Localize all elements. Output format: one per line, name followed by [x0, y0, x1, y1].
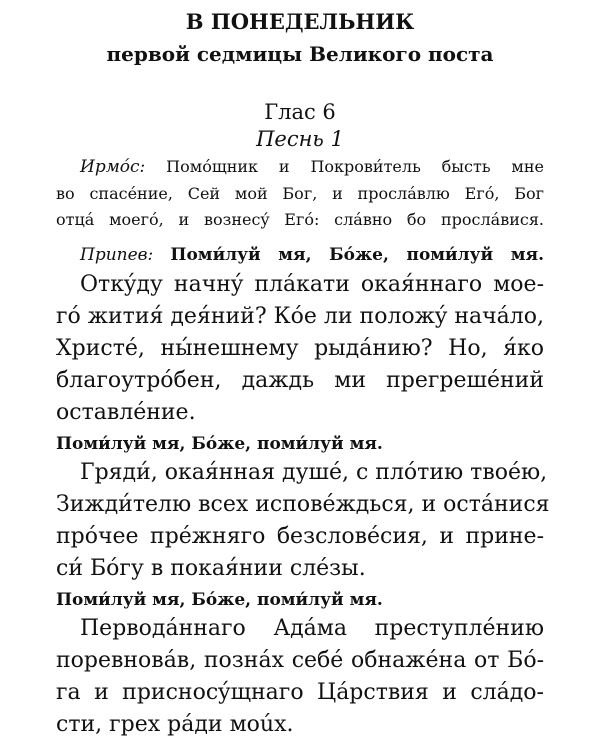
- troparion3-line-1: Перводáннаго Адáма преступлéнию: [80, 616, 544, 641]
- refrain-2: Поми́луй мя, Бóже, поми́луй мя.: [56, 434, 383, 454]
- pripev-line: [80, 242, 544, 268]
- tone-heading: Глас 6: [264, 100, 336, 124]
- ode-heading: Песнь 1: [256, 127, 344, 151]
- pripev-label: Припев:: [80, 245, 154, 265]
- irmos-line-2: во спасéние, Сей мой Бог, и прослáвлю Егó, Бог: [56, 184, 544, 203]
- troparion1-line-4: благоутрóбен, даждь ми прегрешéний: [56, 368, 544, 393]
- page-subtitle: первой седмицы Великого поста: [106, 42, 494, 66]
- troparion3-line-3: га и присносýщнаго Цáрствия и слáдо-: [56, 680, 544, 705]
- troparion1-line-5: оставлéние.: [56, 400, 196, 425]
- troparion2-line-3: прóчее прéжняго безсловéсия, и прине-: [56, 524, 544, 549]
- page-title: В ПОНЕДЕЛЬНИК: [185, 9, 415, 34]
- troparion2-line-2: Зижди́телю всех исповéждься, и остáнися: [56, 492, 550, 517]
- troparion2-line-1: Гряди́, окая́нная душé, с плóтию твоéю,: [80, 460, 548, 485]
- troparion1-line-3: Христé, ны́нешнему рыдáнию? Но, я́ко: [56, 336, 544, 361]
- troparion3-line-4: сти, грех рáди моúх.: [56, 712, 294, 737]
- troparion2-line-4: си́ Бóгу в покая́нии слéзы.: [56, 556, 366, 581]
- troparion1-line-1: Откýду начнý плáкати окая́ннаго мое-: [80, 272, 544, 297]
- irmos-line-3: отцá моегó, и вознесý Егó: слáвно бо прослáвися.: [56, 210, 544, 229]
- irmos-line-1: [80, 155, 544, 179]
- pripev-text: Поми́луй мя, Бóже, поми́луй мя.: [170, 245, 545, 265]
- irmos-label: Ирмóс:: [80, 157, 146, 177]
- troparion1-line-2: гó жития́ дея́ний? Кóе ли положý начáло,: [56, 304, 544, 329]
- troparion3-line-2: поревновáв, познáх себé обнажéна от Бó-: [56, 648, 544, 673]
- irmos-text-1: Помóщник и Покрови́тель бысть мне: [166, 157, 544, 176]
- refrain-3: Поми́луй мя, Бóже, поми́луй мя.: [56, 590, 383, 610]
